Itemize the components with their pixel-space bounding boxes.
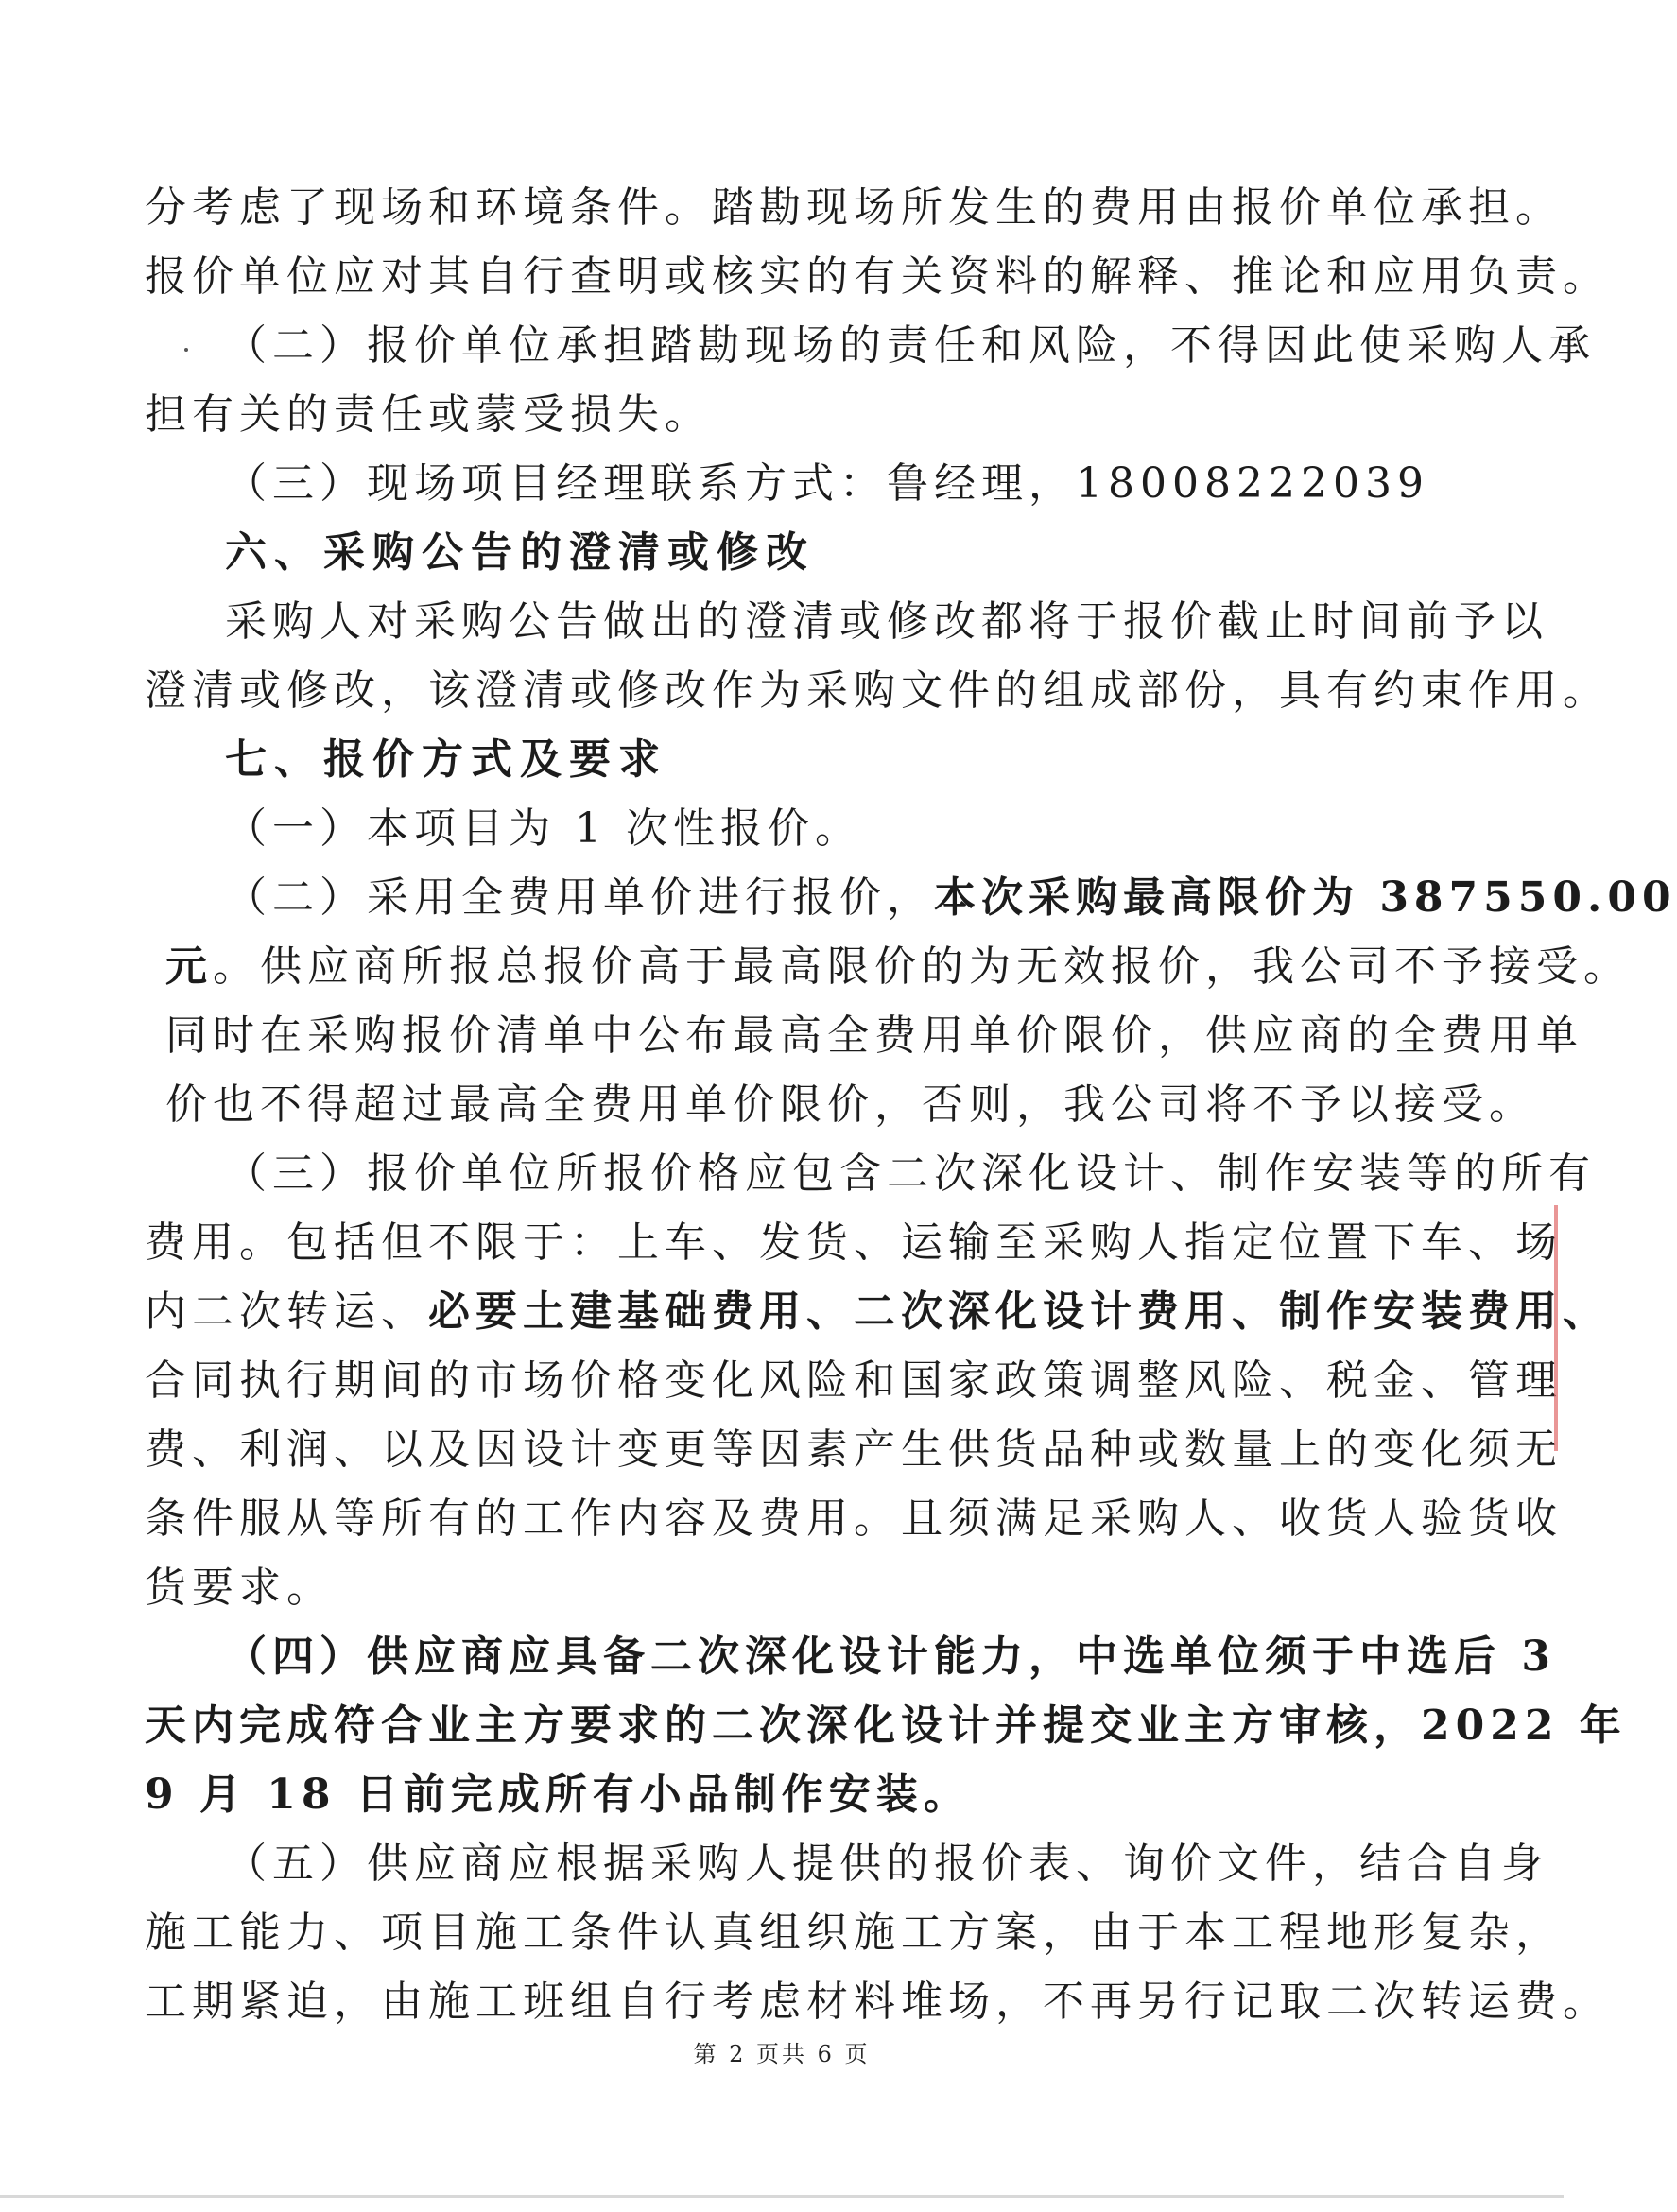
scan-edge [0,2195,1564,2198]
paragraph-line-13: 同时在采购报价清单中公布最高全费用单价限价，供应商的全费用单 [165,1011,1583,1060]
paragraph-line-16: 费用。包括但不限于：上车、发货、运输至采购人指定位置下车、场 [145,1218,1563,1267]
max-price-bold: 本次采购最高限价为 387550.00 [934,873,1677,922]
paragraph-line-11 [225,870,1677,926]
line-17-tail: 、 [1563,1287,1610,1336]
paragraph-line-20: 条件服从等所有的工作内容及费用。且须满足采购人、收货人验货收 [145,1495,1563,1543]
seal-stamp-edge [1516,1205,1558,1451]
paragraph-line-15: （三）报价单位所报价格应包含二次深化设计、制作安装等的所有 [225,1149,1596,1198]
section-heading-6: 六、采购公告的澄清或修改 [225,528,815,577]
paragraph-line-26: 施工能力、项目施工条件认真组织施工方案，由于本工程地形复杂， [145,1909,1563,1957]
scan-speck [184,348,188,352]
paragraph-line-14: 价也不得超过最高全费用单价限价，否则，我公司将不予以接受。 [165,1080,1536,1129]
currency-unit-bold: 元 [165,942,213,991]
paragraph-line-8: 澄清或修改，该澄清或修改作为采购文件的组成部份，具有约束作用。 [145,666,1610,715]
paragraph-line-12 [165,939,1631,995]
section-heading-7: 七、报价方式及要求 [225,735,667,784]
paragraph-line-4: 担有关的责任或蒙受损失。 [145,390,712,439]
paragraph-line-27: 工期紧迫，由施工班组自行考虑材料堆场，不再另行记取二次转运费。 [145,1978,1610,2026]
cost-items-bold: 必要土建基础费用、二次深化设计费用、制作安装费用 [428,1287,1563,1336]
paragraph-line-21: 货要求。 [145,1564,334,1612]
paragraph-line-2: 报价单位应对其自行查明或核实的有关资料的解释、推论和应用负责。 [145,252,1610,301]
paragraph-line-7: 采购人对采购公告做出的澄清或修改都将于报价截止时间前予以 [225,597,1548,646]
paragraph-line-22: （四）供应商应具备二次深化设计能力，中选单位须于中选后 3 [225,1633,1556,1681]
paragraph-line-17 [145,1284,1610,1340]
page-number-footer: 第 2 页共 6 页 [693,2041,871,2067]
paragraph-line-18: 合同执行期间的市场价格变化风险和国家政策调整风险、税金、管理 [145,1357,1563,1405]
contact-line: （三）现场项目经理联系方式：鲁经理，18008222039 [225,459,1429,508]
line-11-text: （二）采用全费用单价进行报价， [225,873,934,922]
paragraph-line-10: （一）本项目为 1 次性报价。 [225,804,862,853]
line-12-text: 。供应商所报总报价高于最高限价的为无效报价，我公司不予接受。 [213,942,1631,991]
paragraph-line-3: （二）报价单位承担踏勘现场的责任和风险，不得因此使采购人承 [225,321,1596,370]
paragraph-line-1: 分考虑了现场和环境条件。踏勘现场所发生的费用由报价单位承担。 [145,183,1563,232]
paragraph-line-23: 天内完成符合业主方要求的二次深化设计并提交业主方审核，2022 年 [145,1702,1627,1750]
paragraph-line-24: 9 月 18 日前完成所有小品制作安装。 [145,1771,971,1819]
paragraph-line-19: 费、利润、以及因设计变更等因素产生供货品种或数量上的变化须无 [145,1426,1563,1474]
line-17-text: 内二次转运、 [145,1287,428,1336]
paragraph-line-25: （五）供应商应根据采购人提供的报价表、询价文件，结合自身 [225,1840,1548,1888]
